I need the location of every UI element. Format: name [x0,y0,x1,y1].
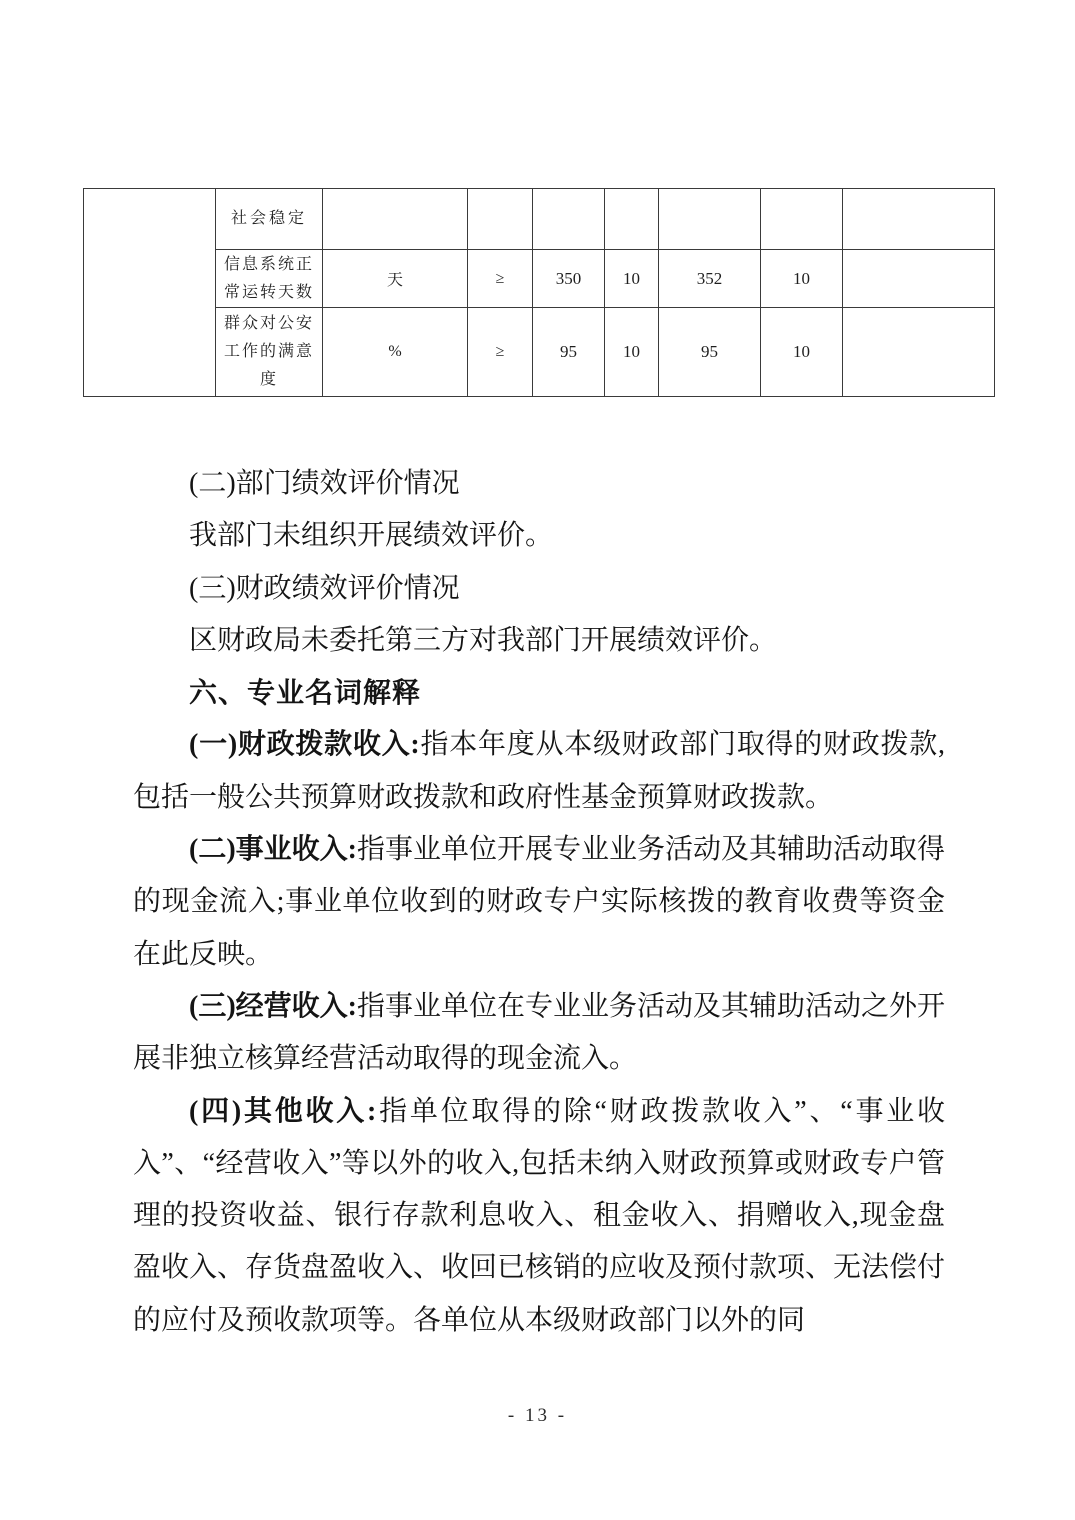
cell-score [761,189,843,250]
cell-group-blank [84,189,216,397]
cell-note [843,250,995,308]
cell-target: 350 [533,250,605,308]
cell-comparator [468,189,533,250]
term-lead: (四)其他收入: [189,1095,377,1127]
term-lead: (三)经营收入: [189,990,357,1022]
section-heading-terms: 六、专业名词解释 [189,677,422,709]
cell-weight: 10 [605,250,659,308]
section-heading-finance-eval: (三)财政绩效评价情况 [189,572,460,604]
cell-actual: 352 [659,250,761,308]
cell-actual: 95 [659,308,761,397]
term-other-income [133,1086,945,1347]
term-lead: (一)财政拨款收入: [189,729,420,761]
cell-unit [323,189,468,250]
table-row [84,189,995,250]
term-fiscal-appropriation [133,719,945,824]
paragraph-finance-eval: 区财政局未委托第三方对我部门开展绩效评价。 [189,624,778,656]
cell-indicator: 信息系统正常运转天数 [216,250,323,308]
cell-note [843,189,995,250]
term-definition: 指本年度从本级财政部门取得的财政拨款,包括一般公共预算财政拨款和政府性基金预算财政拨款。 [133,729,945,813]
cell-indicator: 群众对公安工作的满意度 [216,308,323,397]
body-text [133,458,945,1347]
cell-unit: 天 [323,250,468,308]
cell-indicator: 社会稳定 [216,189,323,250]
cell-score: 10 [761,308,843,397]
cell-actual [659,189,761,250]
term-operating-income [133,824,945,981]
cell-target [533,189,605,250]
table-row [84,308,995,397]
term-definition: 指单位取得的除“财政拨款收入”、“事业收入”、“经营收入”等以外的收入,包括未纳入财政预算或财政专户管理的投资收益、银行存款利息收入、租金收入、捐赠收入,现金盘盈收入、存货盘盈收入、收回已核销的应收及预付款项、无法偿付的应付及预收款项等。各单位从本级财政部门以外的同 [133,1095,946,1336]
term-business-income [133,981,945,1086]
section-heading-dept-eval: (二)部门绩效评价情况 [189,468,460,499]
cell-score: 10 [761,250,843,308]
cell-comparator: ≥ [468,308,533,397]
performance-indicator-table [83,188,995,397]
cell-weight [605,189,659,250]
page-number: - 13 - [507,1405,568,1426]
cell-comparator: ≥ [468,250,533,308]
cell-note [843,308,995,397]
cell-weight: 10 [605,308,659,397]
term-lead: (二)事业收入: [189,834,357,866]
cell-unit: % [323,308,468,397]
term-definition: 指事业单位开展专业业务活动及其辅助活动取得的现金流入;事业单位收到的财政专户实际核拨的教育收费等资金在此反映。 [133,834,945,970]
cell-target: 95 [533,308,605,397]
term-definition: 指事业单位在专业业务活动及其辅助活动之外开展非独立核算经营活动取得的现金流入。 [133,990,945,1075]
paragraph-dept-eval: 我部门未组织开展绩效评价。 [189,520,554,552]
table-row [84,250,995,308]
